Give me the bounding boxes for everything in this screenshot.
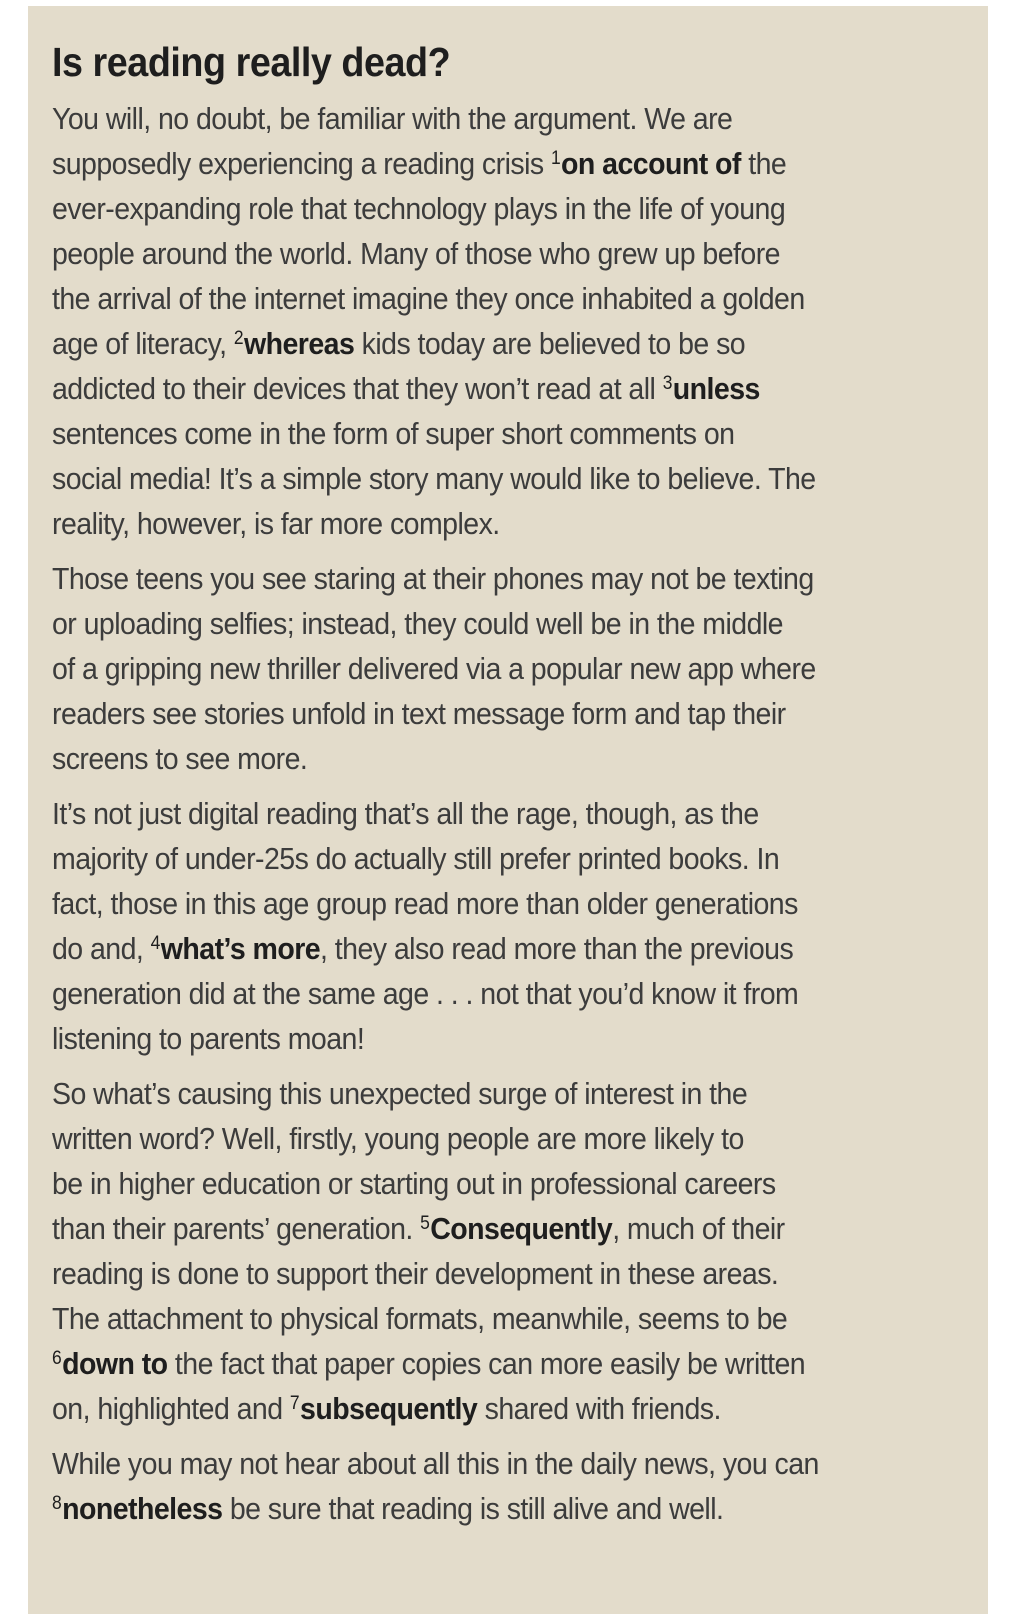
- text-line: [52, 691, 895, 736]
- linking-phrase: nonetheless: [62, 1491, 223, 1526]
- text-line: [52, 926, 895, 971]
- article-body: [52, 96, 968, 1531]
- text-run: The attachment to physical formats, meanwhile, seems to be: [52, 1301, 788, 1336]
- text-run: people around the world. Many of those who grew up before: [52, 236, 780, 271]
- linking-phrase: unless: [672, 371, 760, 406]
- text-line: [52, 1206, 895, 1251]
- text-run: of a gripping new thriller delivered via a popular new app where: [52, 651, 816, 686]
- text-line: [52, 791, 895, 836]
- text-line: [52, 1251, 895, 1296]
- text-run: the arrival of the internet imagine they once inhabited a golden: [52, 281, 805, 316]
- linking-phrase: subsequently: [300, 1391, 478, 1426]
- linking-phrase: down to: [62, 1346, 168, 1381]
- text-run: written word? Well, firstly, young people are more likely to: [52, 1121, 744, 1156]
- text-line: [52, 881, 895, 926]
- text-line: [52, 1341, 895, 1386]
- text-run: than their parents’ generation.: [52, 1211, 421, 1246]
- text-run: Those teens you see staring at their phones may not be texting: [52, 561, 814, 596]
- article-paragraph: [52, 791, 968, 1061]
- text-run: majority of under-25s do actually still prefer printed books. In: [52, 841, 780, 876]
- text-run: It’s not just digital reading that’s all the rage, though, as the: [52, 796, 759, 831]
- text-line: [52, 1016, 895, 1061]
- text-run: , much of their: [612, 1211, 785, 1246]
- footnote-number: 8: [52, 1493, 62, 1514]
- text-run: , they also read more than the previous: [320, 931, 794, 966]
- text-run: sentences come in the form of super short comments on: [52, 416, 735, 451]
- article-panel: [28, 6, 988, 1614]
- linking-phrase: Consequently: [430, 1211, 613, 1246]
- footnote-number: 2: [233, 328, 244, 349]
- text-run: kids today are believed to be so: [354, 326, 746, 361]
- text-line: [52, 1296, 895, 1341]
- article-paragraph: [52, 556, 968, 781]
- text-line: [52, 601, 895, 646]
- text-line: [52, 736, 895, 781]
- footnote-number: 1: [550, 148, 561, 169]
- text-line: [52, 1441, 895, 1486]
- text-run: listening to parents moan!: [52, 1021, 365, 1056]
- text-line: [52, 1116, 895, 1161]
- text-run: ever-expanding role that technology plays in the life of young: [52, 191, 786, 226]
- text-run: age of literacy,: [52, 326, 234, 361]
- text-run: fact, those in this age group read more than older generations: [52, 886, 798, 921]
- article-paragraph: [52, 1071, 968, 1431]
- text-run: reality, however, is far more complex.: [52, 506, 500, 541]
- text-run: You will, no doubt, be familiar with the argument. We are: [52, 101, 733, 136]
- text-run: generation did at the same age . . . not that you’d know it from: [52, 976, 799, 1011]
- linking-phrase: whereas: [243, 326, 355, 361]
- article-title: Is reading really dead?: [52, 39, 451, 85]
- text-run: be sure that reading is still alive and well.: [222, 1491, 724, 1526]
- text-run: social media! It’s a simple story many would like to believe. The: [52, 461, 816, 496]
- text-run: the: [740, 146, 787, 181]
- text-line: [52, 971, 895, 1016]
- text-run: supposedly experiencing a reading crisis: [52, 146, 551, 181]
- text-run: the fact that paper copies can more easily be written: [167, 1346, 806, 1381]
- text-run: addicted to their devices that they won’t read at all: [52, 371, 663, 406]
- text-line: [52, 501, 895, 546]
- text-run: do and,: [52, 931, 151, 966]
- text-line: [52, 836, 895, 881]
- article-paragraph: [52, 1441, 968, 1531]
- footnote-number: 6: [52, 1348, 62, 1369]
- linking-phrase: on account of: [561, 146, 741, 181]
- text-line: [52, 366, 895, 411]
- text-run: reading is done to support their development in these areas.: [52, 1256, 779, 1291]
- text-line: [52, 186, 895, 231]
- linking-phrase: what’s more: [160, 931, 321, 966]
- text-run: screens to see more.: [52, 741, 308, 776]
- text-run: be in higher education or starting out in professional careers: [52, 1166, 776, 1201]
- text-run: on, highlighted and: [52, 1391, 290, 1426]
- text-run: readers see stories unfold in text message form and tap their: [52, 696, 786, 731]
- text-line: [52, 96, 895, 141]
- text-line: [52, 321, 895, 366]
- text-line: [52, 556, 895, 601]
- text-line: [52, 231, 895, 276]
- footnote-number: 5: [420, 1213, 430, 1234]
- text-run: shared with friends.: [477, 1391, 721, 1426]
- text-line: [52, 141, 895, 186]
- text-line: [52, 411, 895, 456]
- footnote-number: 7: [289, 1393, 300, 1414]
- text-run: While you may not hear about all this in the daily news, you can: [52, 1446, 819, 1481]
- text-line: [52, 1161, 895, 1206]
- article-paragraph: [52, 96, 968, 546]
- footnote-number: 4: [150, 933, 160, 954]
- text-run: So what’s causing this unexpected surge of interest in the: [52, 1076, 748, 1111]
- text-line: [52, 646, 895, 691]
- text-line: [52, 1071, 895, 1116]
- footnote-number: 3: [662, 373, 672, 394]
- text-line: [52, 276, 895, 321]
- text-run: or uploading selfies; instead, they could well be in the middle: [52, 606, 783, 641]
- text-line: [52, 1386, 895, 1431]
- text-line: [52, 456, 895, 501]
- text-line: [52, 1486, 895, 1531]
